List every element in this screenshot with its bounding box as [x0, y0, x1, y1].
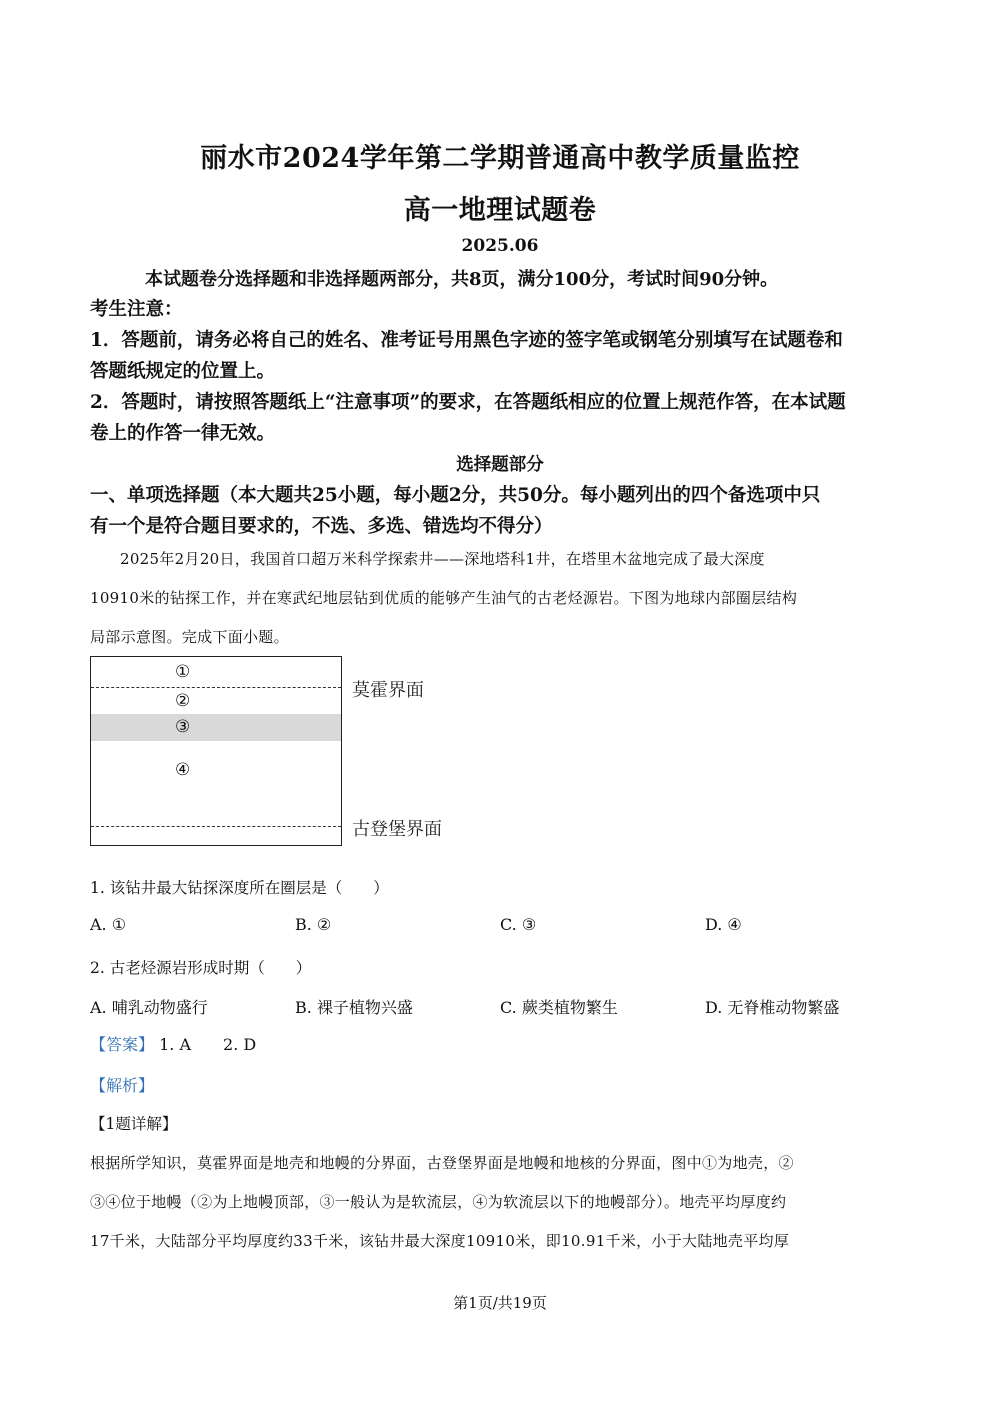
layer-label-4: ④: [175, 760, 191, 780]
layer-label-3: ③: [175, 717, 191, 737]
gutenberg-boundary-line: [91, 826, 341, 827]
question-1-option-d: D. ④: [705, 915, 742, 934]
part-instructions-line-1: 一、单项选择题（本大题共25小题，每小题2分，共50分。每小题列出的四个备选项中只: [90, 485, 821, 506]
answer-text: 1. A 2. D: [159, 1035, 257, 1054]
page-number: 第1页/共19页: [453, 1294, 547, 1312]
gutenberg-label: 古登堡界面: [352, 819, 442, 840]
exam-title: 丽水市2024学年第二学期普通高中教学质量监控: [200, 143, 800, 174]
analysis-line-3: 17千米，大陆部分平均厚度约33千米，该钻井最大深度10910米，即10.91千米，小于大陆地壳平均厚: [90, 1232, 790, 1250]
question-2-option-d: D. 无脊椎动物繁盛: [705, 998, 840, 1017]
question-1-option-a: A. ①: [90, 915, 127, 934]
passage-line-1: 2025年2月20日，我国首口超万米科学探索井——深地塔科1井，在塔里木盆地完成了最大深度: [120, 550, 765, 568]
detail-heading: 【1题详解】: [90, 1115, 178, 1133]
passage-line-2: 10910米的钻探工作，并在寒武纪地层钻到优质的能够产生油气的古老烃源岩。下图为地球内部圈层结构: [90, 589, 798, 607]
notice-item-1-line-2: 答题纸规定的位置上。: [90, 361, 276, 382]
exam-date: 2025.06: [461, 236, 539, 256]
exam-subtitle: 高一地理试题卷: [403, 195, 597, 226]
asthenosphere-band: [91, 714, 341, 741]
layer-label-1: ①: [175, 662, 191, 682]
question-2-option-b: B. 裸子植物兴盛: [295, 998, 413, 1017]
question-2-option-a: A. 哺乳动物盛行: [90, 998, 208, 1017]
notice-item-2-line-1: 2．答题时，请按照答题纸上“注意事项”的要求，在答题纸相应的位置上规范作答，在本试题: [90, 392, 846, 413]
question-2-stem: 2. 古老烃源岩形成时期（ ）: [90, 959, 312, 977]
passage-line-3: 局部示意图。完成下面小题。: [90, 628, 289, 646]
analysis-line-2: ③④位于地幔（②为上地幔顶部，③一般认为是软流层，④为软流层以下的地幔部分）。地壳平均厚度约: [90, 1193, 787, 1211]
analysis-line-1: 根据所学知识，莫霍界面是地壳和地幔的分界面，古登堡界面是地幔和地核的分界面，图中①为地壳，②: [90, 1154, 794, 1172]
part-instructions-line-2: 有一个是符合题目要求的，不选、多选、错选均不得分）: [90, 516, 553, 537]
question-1-option-c: C. ③: [500, 915, 537, 934]
question-1-stem: 1. 该钻井最大钻探深度所在圈层是（ ）: [90, 879, 389, 897]
section-title: 选择题部分: [456, 455, 544, 475]
notice-heading: 考生注意：: [90, 299, 183, 320]
answer-label: 【答案】: [90, 1035, 155, 1054]
notice-item-2-line-2: 卷上的作答一律无效。: [90, 423, 276, 444]
analysis-label: 【解析】: [90, 1076, 155, 1095]
question-1-option-b: B. ②: [295, 915, 332, 934]
answer-row: [90, 1032, 256, 1055]
moho-boundary-line: [91, 687, 341, 688]
question-2-option-c: C. 蕨类植物繁生: [500, 998, 618, 1017]
notice-item-1-line-1: 1．答题前，请务必将自己的姓名、准考证号用黑色字迹的签字笔或钢笔分别填写在试题卷和: [90, 330, 843, 351]
exam-summary: 本试题卷分选择题和非选择题两部分，共8页，满分100分，考试时间90分钟。: [145, 269, 779, 290]
layer-label-2: ②: [175, 691, 191, 711]
earth-layers-diagram: [90, 656, 342, 846]
moho-label: 莫霍界面: [352, 680, 424, 701]
